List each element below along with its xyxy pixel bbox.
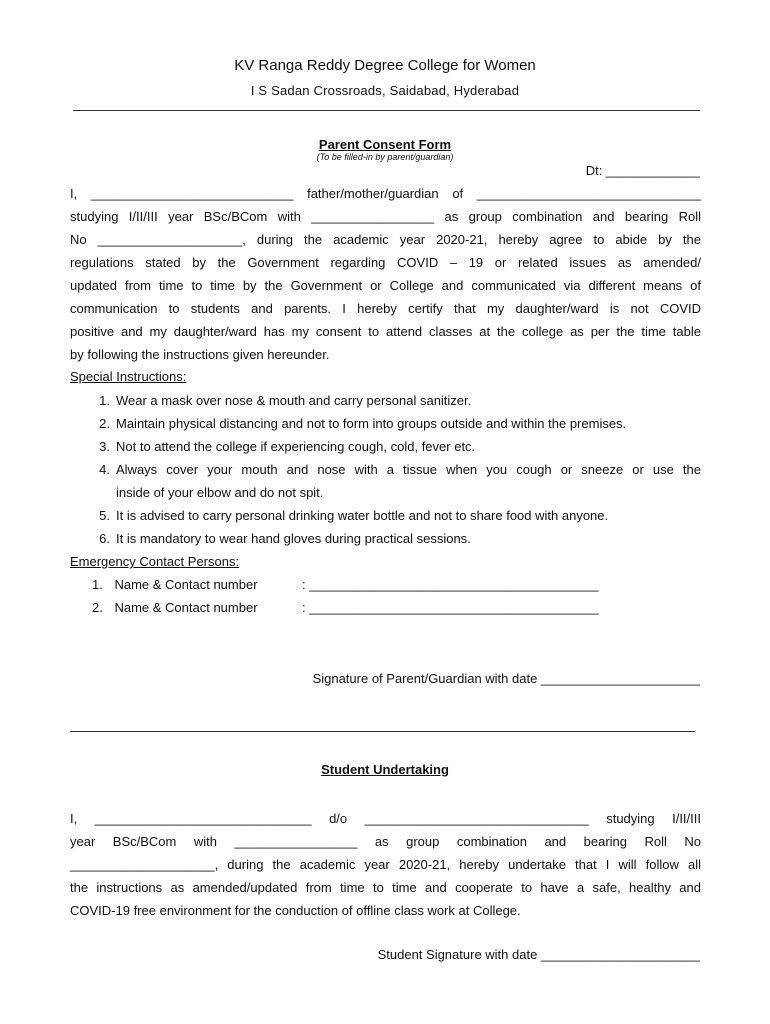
- consent-line: studying I/II/III year BSc/BCom with _________________ as group combination and bearing Roll: [70, 209, 701, 224]
- consent-line: regulations stated by the Government regarding COVID – 19 or related issues as amended/: [70, 255, 701, 270]
- contact-label: Name & Contact number: [114, 577, 258, 592]
- special-instructions-heading: Special Instructions:: [70, 369, 187, 384]
- college-address: I S Sadan Crossroads, Saidabad, Hyderabad: [250, 83, 520, 98]
- header-divider: [73, 110, 700, 111]
- consent-line: No ____________________, during the academic year 2020-21, hereby agree to abide by the: [70, 232, 701, 247]
- item-text: Maintain physical distancing and not to form into groups outside and within the premises.: [116, 416, 627, 431]
- list-item: [70, 412, 701, 435]
- list-item-continuation: [70, 481, 701, 504]
- list-item: [70, 458, 701, 481]
- college-name: KV Ranga Reddy Degree College for Women: [234, 57, 536, 74]
- date-field: Dt: _____________: [585, 163, 700, 178]
- list-item: [70, 504, 701, 527]
- undertaking-title: Student Undertaking: [321, 762, 449, 777]
- contact-label: Name & Contact number: [114, 600, 258, 615]
- contact-number: 2.: [92, 600, 103, 615]
- item-number: 4.: [99, 462, 110, 477]
- consent-paragraph: [70, 182, 701, 366]
- special-instructions-list: [70, 389, 701, 550]
- consent-line: communication to students and parents. I hereby certify that my daughter/ward is not COVID: [70, 301, 701, 316]
- item-text: Wear a mask over nose & mouth and carry personal sanitizer.: [116, 393, 472, 408]
- emergency-contact-row: [92, 577, 599, 592]
- list-item: [70, 389, 701, 412]
- contact-number: 1.: [92, 577, 103, 592]
- emergency-contact-row: [92, 600, 599, 615]
- consent-line: I, ____________________________ father/mother/guardian of _______________________________: [70, 186, 701, 201]
- contact-blank: : ________________________________________: [302, 577, 599, 592]
- list-item: [70, 527, 701, 550]
- item-text: It is mandatory to wear hand gloves during practical sessions.: [116, 531, 471, 546]
- undertaking-line: COVID-19 free environment for the conduction of offline class work at College.: [70, 903, 521, 918]
- contact-blank: : ________________________________________: [302, 600, 599, 615]
- item-number: 5.: [99, 508, 110, 523]
- emergency-contacts-heading: Emergency Contact Persons:: [70, 554, 240, 569]
- item-number: 1.: [99, 393, 110, 408]
- item-number: 2.: [99, 416, 110, 431]
- form-note: (To be filled-in by parent/guardian): [316, 152, 454, 162]
- section-divider: [70, 731, 695, 732]
- item-text: inside of your elbow and do not spit.: [116, 485, 324, 500]
- consent-line: updated from time to time by the Government or College and communicated via different means of: [70, 278, 701, 293]
- consent-line: by following the instructions given hereunder.: [70, 347, 330, 362]
- student-signature-line: Student Signature with date ______________________: [377, 947, 700, 962]
- undertaking-line: ____________________, during the academic year 2020-21, hereby undertake that I will follow all: [70, 857, 701, 872]
- undertaking-paragraph: [70, 807, 701, 922]
- consent-line: positive and my daughter/ward has my consent to attend classes at the college as per the time table: [70, 324, 701, 339]
- item-number: 6.: [99, 531, 110, 546]
- item-text: Not to attend the college if experiencing cough, cold, fever etc.: [116, 439, 476, 454]
- item-text: It is advised to carry personal drinking water bottle and not to share food with anyone.: [116, 508, 609, 523]
- form-title: Parent Consent Form: [318, 137, 452, 152]
- undertaking-line: I, ______________________________ d/o _______________________________ studying I/II/III: [70, 811, 701, 826]
- undertaking-line: the instructions as amended/updated from time to time and cooperate to have a safe, healthy and: [70, 880, 701, 895]
- list-item: [70, 435, 701, 458]
- item-number: 3.: [99, 439, 110, 454]
- item-text: Always cover your mouth and nose with a tissue when you cough or sneeze or use the: [116, 462, 701, 477]
- parent-signature-line: Signature of Parent/Guardian with date ______________________: [312, 671, 700, 686]
- undertaking-line: year BSc/BCom with _________________ as group combination and bearing Roll No: [70, 834, 701, 849]
